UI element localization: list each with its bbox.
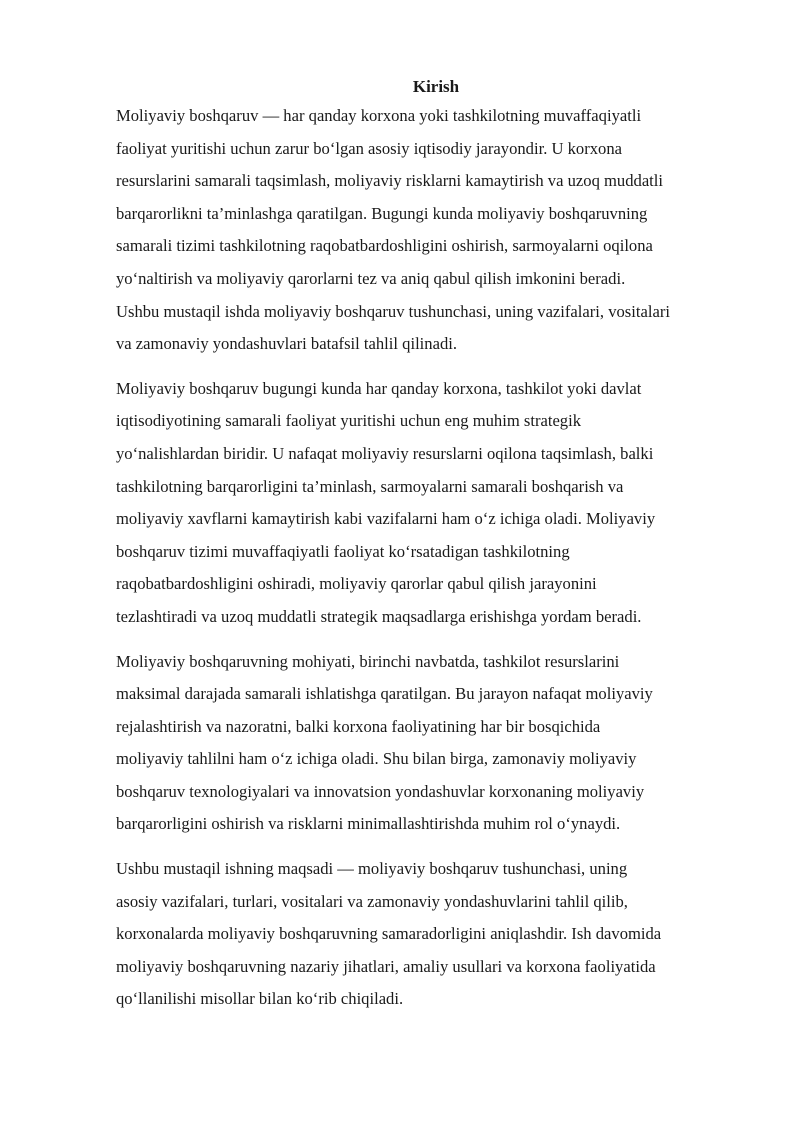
paragraph-line: Moliyaviy boshqaruv — har qanday korxona yoki tashkilotning muvaffaqiyatli: [116, 106, 642, 125]
paragraph-line: iqtisodiyotining samarali faoliyat yuritishi uchun eng muhim strategik: [116, 411, 582, 431]
paragraph-line: tashkilotning barqarorligini ta’minlash, sarmoyalarni samarali boshqarish va: [116, 476, 624, 496]
paragraph-line: boshqaruv tizimi muvaffaqiyatli faoliyat ko‘rsatadigan tashkilotning: [116, 541, 570, 561]
document-page: [116, 74, 756, 1028]
page-title: Kirish: [412, 77, 460, 96]
paragraph-line: faoliyat yuritishi uchun zarur bo‘lgan asosiy iqtisodiy jarayondir. U korxona: [116, 138, 623, 158]
paragraph-line: moliyaviy xavflarni kamaytirish kabi vazifalarni ham o‘z ichiga oladi. Moliyaviy: [116, 509, 656, 529]
paragraph-1: [116, 100, 756, 361]
paragraph-line: yo‘nalishlardan biridir. U nafaqat moliyaviy resurslarni oqilona taqsimlash, balki: [116, 443, 654, 463]
paragraph-line: maksimal darajada samarali ishlatishga qaratilgan. Bu jarayon nafaqat moliyaviy: [116, 684, 653, 704]
paragraph-line: Ushbu mustaqil ishning maqsadi — moliyaviy boshqaruv tushunchasi, uning: [116, 859, 628, 879]
paragraph-line: yo‘naltirish va moliyaviy qarorlarni tez va aniq qabul qilish imkonini beradi.: [116, 268, 626, 288]
paragraph-line: va zamonaviy yondashuvlari batafsil tahlil qilinadi.: [116, 334, 458, 354]
paragraph-line: samarali tizimi tashkilotning raqobatbardoshligini oshirish, sarmoyalarni oqilona: [116, 236, 653, 256]
paragraph-line: moliyaviy boshqaruvning nazariy jihatlari, amaliy usullari va korxona faoliyatida: [116, 956, 656, 976]
paragraph-line: Moliyaviy boshqaruvning mohiyati, birinchi navbatda, tashkilot resurslarini: [116, 651, 620, 671]
paragraph-line: moliyaviy tahlilni ham o‘z ichiga oladi. Shu bilan birga, zamonaviy moliyaviy: [116, 749, 637, 769]
paragraph-line: resurslarini samarali taqsimlash, moliyaviy risklarni kamaytirish va uzoq muddatli: [116, 171, 664, 191]
paragraph-4: [116, 853, 756, 1016]
paragraph-line: qo‘llanilishi misollar bilan ko‘rib chiqiladi.: [116, 989, 404, 1009]
paragraph-line: Ushbu mustaqil ishda moliyaviy boshqaruv tushunchasi, uning vazifalari, vositalari: [116, 301, 670, 321]
paragraph-line: barqarorlikni ta’minlashga qaratilgan. Bugungi kunda moliyaviy boshqaruvning: [116, 203, 648, 223]
paragraph-line: asosiy vazifalari, turlari, vositalari va zamonaviy yondashuvlarini tahlil qilib,: [116, 891, 628, 911]
paragraph-line: boshqaruv texnologiyalari va innovatsion yondashuvlar korxonaning moliyaviy: [116, 781, 645, 801]
paragraph-line: tezlashtiradi va uzoq muddatli strategik maqsadlarga erishishga yordam beradi.: [116, 606, 642, 626]
paragraph-3: [116, 646, 756, 842]
paragraph-line: korxonalarda moliyaviy boshqaruvning samaradorligini aniqlashdir. Ish davomida: [116, 924, 662, 944]
paragraph-line: Moliyaviy boshqaruv bugungi kunda har qanday korxona, tashkilot yoki davlat: [116, 378, 642, 398]
paragraph-line: barqarorligini oshirish va risklarni minimallashtirishda muhim rol o‘ynaydi.: [116, 814, 621, 834]
paragraph-2: [116, 373, 756, 634]
paragraph-line: raqobatbardoshligini oshiradi, moliyaviy qarorlar qabul qilish jarayonini: [116, 574, 597, 594]
paragraph-line: rejalashtirish va nazoratni, balki korxona faoliyatining har bir bosqichida: [116, 716, 601, 736]
